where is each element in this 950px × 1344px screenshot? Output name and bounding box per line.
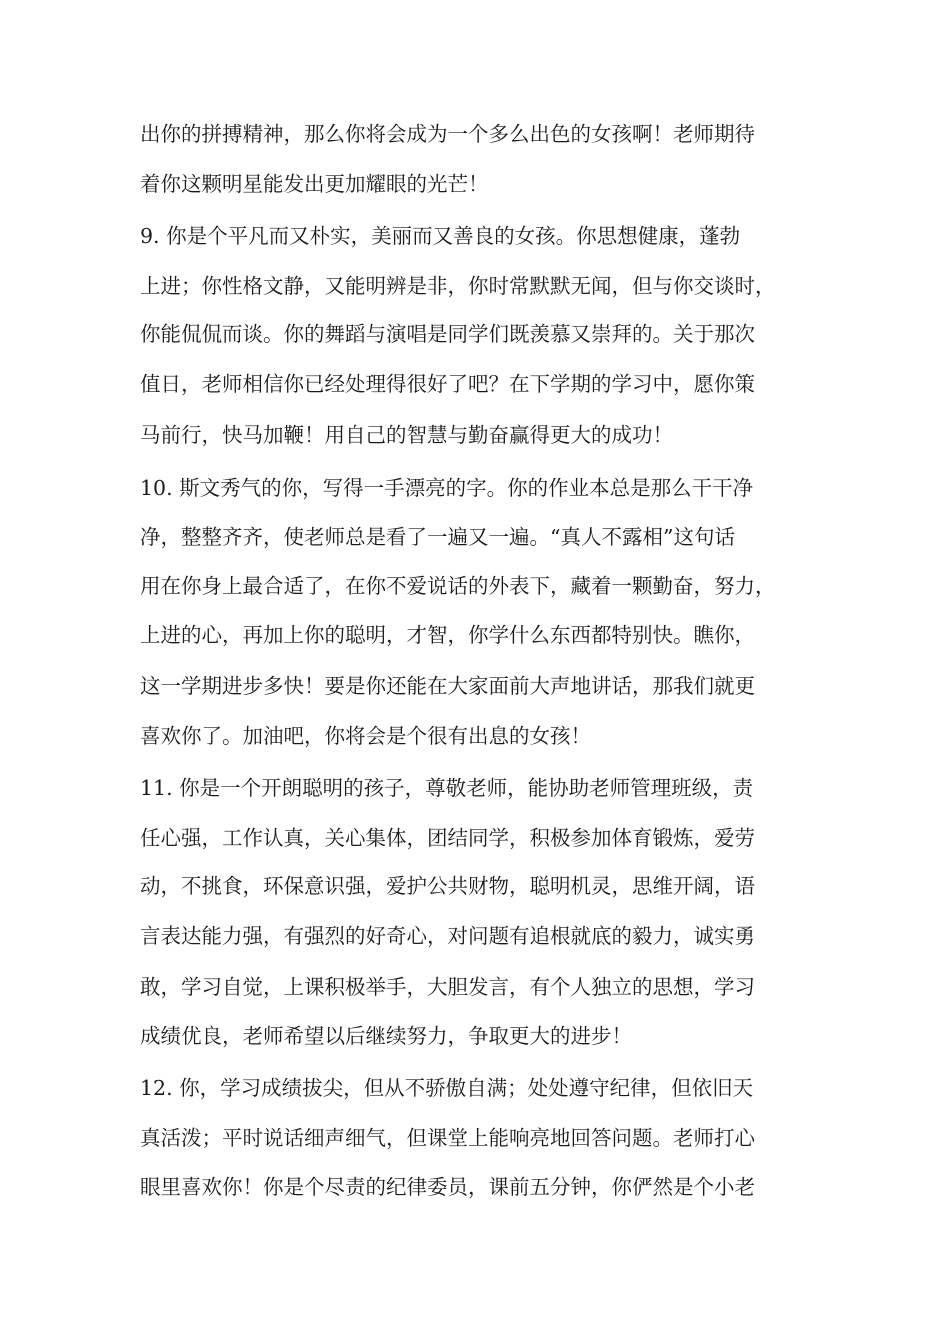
text-line: 12. 你，学习成绩拔尖，但从不骄傲自满；处处遵守纪律，但依旧天: [140, 1076, 754, 1100]
text-line: 10. 斯文秀气的你，写得一手漂亮的字。你的作业本总是那么干干净: [140, 476, 754, 500]
text-line: 马前行，快马加鞭！用自己的智慧与勤奋赢得更大的成功！: [140, 423, 673, 447]
text-line: 这一学期进步多快！要是你还能在大家面前大声地讲话，那我们就更: [140, 674, 755, 698]
text-line: 任心强，工作认真，关心集体，团结同学，积极参加体育锻炼，爱劳: [140, 826, 755, 850]
text-line: 着你这颗明星能发出更加耀眼的光芒！: [140, 172, 489, 196]
text-line: 净，整整齐齐，使老师总是看了一遍又一遍。“真人不露相”这句话: [140, 525, 735, 549]
text-line: 成绩优良，老师希望以后继续努力，争取更大的进步！: [140, 1024, 632, 1048]
text-line: 11. 你是一个开朗聪明的孩子，尊敬老师，能协助老师管理班级，责: [140, 776, 754, 800]
text-line: 上进；你性格文静，又能明辨是非，你时常默默无闻，但与你交谈时，: [140, 274, 776, 298]
text-line: 9. 你是个平凡而又朴实，美丽而又善良的女孩。你思想健康，蓬勃: [140, 224, 741, 248]
text-line: 用在你身上最合适了，在你不爱说话的外表下，藏着一颗勤奋，努力，: [140, 574, 776, 598]
text-line: 出你的拼搏精神，那么你将会成为一个多么出色的女孩啊！老师期待: [140, 122, 755, 146]
text-line: 言表达能力强，有强烈的好奇心，对问题有追根就底的毅力，诚实勇: [140, 924, 755, 948]
text-line: 真活泼；平时说话细声细气，但课堂上能响亮地回答问题。老师打心: [140, 1126, 755, 1150]
text-line: 喜欢你了。加油吧，你将会是个很有出息的女孩！: [140, 724, 591, 748]
text-line: 你能侃侃而谈。你的舞蹈与演唱是同学们既羡慕又崇拜的。关于那次: [140, 322, 755, 346]
text-line: 敢，学习自觉，上课积极举手，大胆发言，有个人独立的思想，学习: [140, 975, 755, 999]
text-line: 上进的心，再加上你的聪明，才智，你学什么东西都特别快。瞧你，: [140, 623, 755, 647]
text-line: 眼里喜欢你！你是个尽责的纪律委员，课前五分钟，你俨然是个小老: [140, 1175, 755, 1199]
text-line: 动，不挑食，环保意识强，爱护公共财物，聪明机灵，思维开阔，语: [140, 874, 755, 898]
text-line: 值日，老师相信你已经处理得很好了吧？在下学期的学习中，愿你策: [140, 372, 755, 396]
